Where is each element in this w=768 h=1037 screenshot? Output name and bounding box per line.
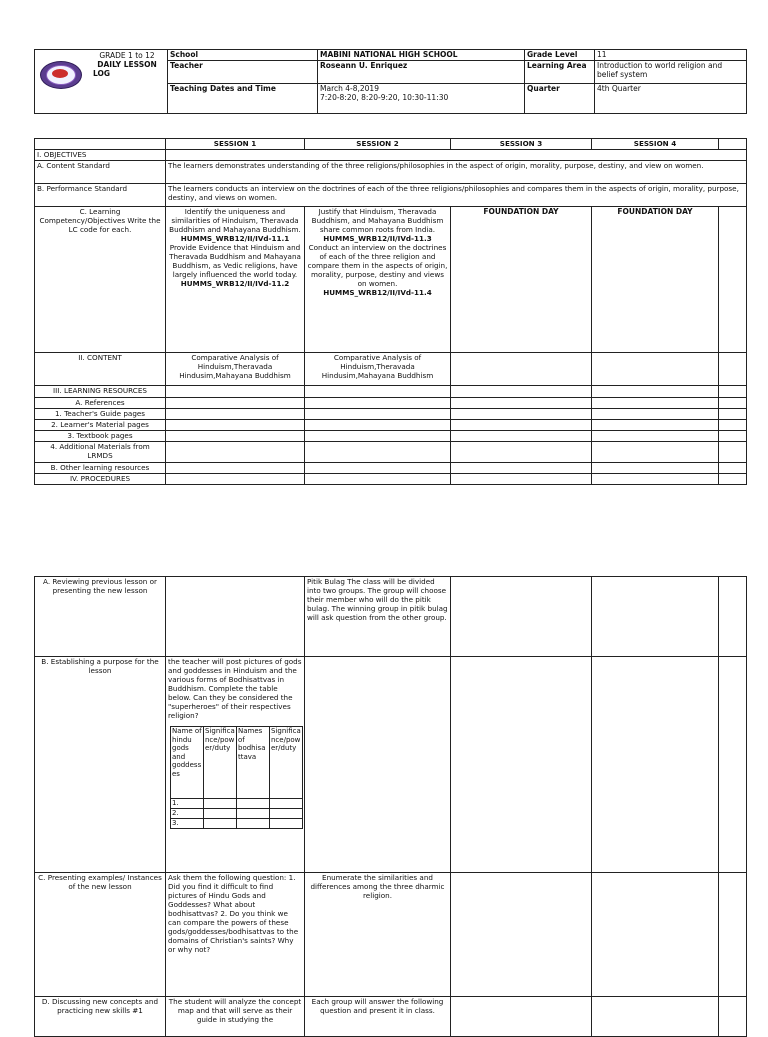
teacher-value: Roseann U. Enriquez bbox=[318, 61, 525, 84]
lc-s2-code-a: HUMMS_WRB12/II/IVd-11.3 bbox=[323, 234, 432, 243]
inner-header-2: Significance/power/duty bbox=[204, 727, 237, 799]
log-title: DAILY LESSON bbox=[97, 60, 157, 69]
teacher-label: Teacher bbox=[168, 61, 318, 84]
dates-label: Teaching Dates and Time bbox=[168, 84, 318, 114]
lc-session-1 bbox=[166, 207, 305, 353]
inner-row-3: 3. bbox=[171, 819, 204, 829]
school-label: School bbox=[168, 50, 318, 61]
procedures-table bbox=[34, 576, 747, 1037]
procedure-b-label: B. Establishing a purpose for the lesson bbox=[35, 657, 166, 873]
procedure-d-session-2: Each group will answer the following question and present it in class. bbox=[305, 997, 451, 1037]
blank-header-cell bbox=[35, 139, 166, 150]
dates-value-line-1: March 4-8,2019 bbox=[320, 84, 379, 93]
content-session-1: Comparative Analysis of Hinduism,Theravada Hindusim,Mahayana Buddhism bbox=[166, 353, 305, 386]
references-label: A. References bbox=[35, 398, 166, 409]
lc-s1-code-a: HUMMS_WRB12/II/IVd-11.1 bbox=[180, 234, 290, 243]
content-standard-label: A. Content Standard bbox=[35, 161, 166, 184]
quarter-value: 4th Quarter bbox=[595, 84, 747, 114]
grade-range: GRADE 1 to 12 bbox=[99, 51, 155, 60]
lc-s2-text-b: Conduct an interview on the doctrines of each of the three religion and compare them in the aspects of origin, morality, purpose, destiny and views on women. bbox=[307, 243, 448, 288]
session-1-header: SESSION 1 bbox=[166, 139, 305, 150]
textbook-label: 3. Textbook pages bbox=[35, 431, 166, 442]
objectives-heading: I. OBJECTIVES bbox=[35, 150, 166, 161]
learners-material-label: 2. Learner's Material pages bbox=[35, 420, 166, 431]
quarter-label: Quarter bbox=[525, 84, 595, 114]
procedure-c-session-2: Enumerate the similarities and differences among the three dharmic religion. bbox=[305, 873, 451, 997]
lc-session-3: FOUNDATION DAY bbox=[451, 207, 592, 353]
performance-standard-text: The learners conducts an interview on the doctrines of each of the three religions/philosophies and compares them in the aspects of origin, morality, purpose, destiny, and views on women. bbox=[166, 184, 747, 207]
inner-header-4: Significance/power/duty bbox=[270, 727, 303, 799]
session-2-header: SESSION 2 bbox=[305, 139, 451, 150]
content-session-2: Comparative Analysis of Hinduism,Theravada Hindusim,Mahayana Buddhism bbox=[305, 353, 451, 386]
performance-standard-label: B. Performance Standard bbox=[35, 184, 166, 207]
procedure-c-label: C. Presenting examples/ Instances of the new lesson bbox=[35, 873, 166, 997]
lrmds-label: 4. Additional Materials from LRMDS bbox=[35, 442, 166, 463]
deped-logo bbox=[40, 61, 82, 89]
inner-row-1: 1. bbox=[171, 799, 204, 809]
lc-s2-code-b: HUMMS_WRB12/II/IVd-11.4 bbox=[323, 288, 432, 297]
inner-header-1: Name of hindu gods and goddesses bbox=[171, 727, 204, 799]
content-standard-text: The learners demonstrates understanding of the three religions/philosophies in the aspect of origin, morality, purpose, destiny, and view on women. bbox=[166, 161, 747, 184]
learning-resources-label: III. LEARNING RESOURCES bbox=[35, 386, 166, 398]
session-3-header: SESSION 3 bbox=[451, 139, 592, 150]
inner-header-3: Names of bodhisattava bbox=[237, 727, 270, 799]
other-resources-label: B. Other learning resources bbox=[35, 463, 166, 474]
procedure-b-text: the teacher will post pictures of gods and goddesses in Hinduism and the various forms of Bodhisattvas in Buddhism. Complete the table below. Can they be considered the "superheroes" of their respectives religion? bbox=[168, 657, 302, 720]
lc-s1-text-a: Identify the uniqueness and similarities of Hinduism, Theravada Buddhism and Mahayana Buddhism. bbox=[169, 207, 301, 234]
dates-value bbox=[318, 84, 525, 114]
procedure-b-session-1 bbox=[166, 657, 305, 873]
procedure-d-session-1: The student will analyze the concept map and that will serve as their guide in studying the bbox=[166, 997, 305, 1037]
procedure-d-label: D. Discussing new concepts and practicing new skills #1 bbox=[35, 997, 166, 1037]
inner-row-2: 2. bbox=[171, 809, 204, 819]
procedure-a-session-2: Pitik Bulag The class will be divided into two groups. The group will choose their member who will do the pitik bulag. The winning group in pitik bulag will ask question from the other group. bbox=[305, 577, 451, 657]
dates-value-line-2: 7:20-8:20, 8:20-9:20, 10:30-11:30 bbox=[320, 93, 449, 102]
learning-competency-label: C. Learning Competency/Objectives Write the LC code for each. bbox=[35, 207, 166, 353]
school-value: MABINI NATIONAL HIGH SCHOOL bbox=[318, 50, 525, 61]
grade-logo-cell bbox=[35, 50, 168, 114]
gods-bodhisattva-table bbox=[170, 726, 303, 829]
lc-s1-code-b: HUMMS_WRB12/II/IVd-11.2 bbox=[180, 279, 290, 288]
learning-area-label: Learning Area bbox=[525, 61, 595, 84]
procedures-label: IV. PROCEDURES bbox=[35, 474, 166, 485]
lc-session-4: FOUNDATION DAY bbox=[592, 207, 719, 353]
procedure-a-label: A. Reviewing previous lesson or presenting the new lesson bbox=[35, 577, 166, 657]
header-table bbox=[34, 49, 747, 114]
content-label: II. CONTENT bbox=[35, 353, 166, 386]
lc-s1-text-b: Provide Evidence that Hinduism and Theravada Buddhism and Mahayana Buddhism, as Vedic religions, have largely influenced the world today. bbox=[169, 243, 301, 279]
procedure-c-session-1: Ask them the following question: 1. Did you find it difficult to find pictures of Hindu Gods and Goddesses? What about bodhisattvas? 2. Do you think we can compare the powers of these gods/goddesses/bodhisattvas to the domains of Christian's saints? Why or why not? bbox=[166, 873, 305, 997]
lc-s2-text-a: Justify that Hinduism, Theravada Buddhism, and Mahayana Buddhism share common roots from India. bbox=[311, 207, 444, 234]
learning-area-value: Introduction to world religion and belief system bbox=[595, 61, 747, 84]
grade-level-value: 11 bbox=[595, 50, 747, 61]
log-title-2: LOG bbox=[93, 69, 111, 78]
grade-level-label: Grade Level bbox=[525, 50, 595, 61]
teachers-guide-label: 1. Teacher's Guide pages bbox=[35, 409, 166, 420]
lc-session-2 bbox=[305, 207, 451, 353]
session-4-header: SESSION 4 bbox=[592, 139, 719, 150]
objectives-table bbox=[34, 138, 747, 485]
